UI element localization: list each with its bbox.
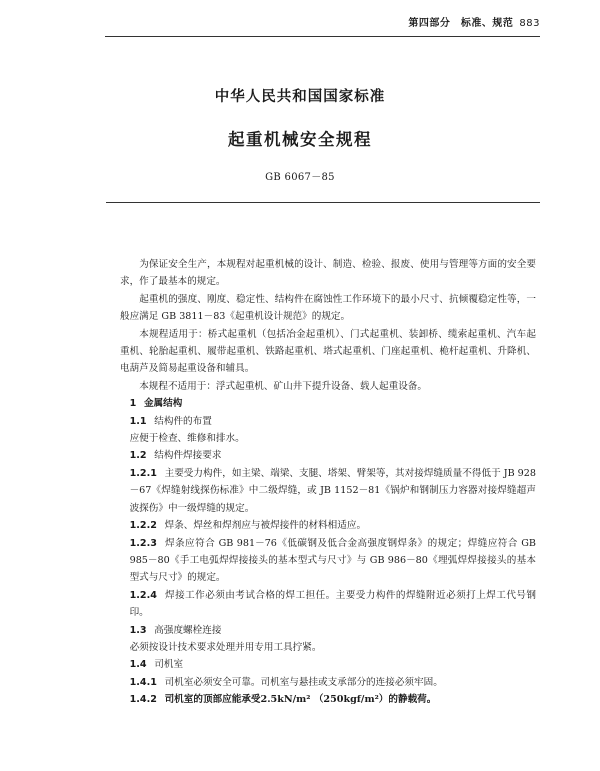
clause-number: 1.4.2 (129, 694, 157, 706)
clause-text: 焊条、焊丝和焊剂应与被焊接件的材料相适应。 (164, 520, 367, 532)
clause-1-4-2 (120, 691, 536, 708)
page-number: 883 (519, 18, 540, 29)
section-title: 高强度螺栓连接 (154, 624, 222, 636)
section-title: 结构件焊接要求 (154, 450, 222, 462)
title-block (0, 85, 600, 183)
title-divider (106, 202, 540, 203)
header-rule (105, 36, 540, 37)
clause-number: 1.2.3 (129, 537, 157, 549)
section-number: 1.4 (129, 659, 147, 671)
document-body (120, 256, 536, 709)
running-header (408, 14, 540, 29)
clause-text: 主要受力构件，如主梁、端梁、支腿、塔架、臂架等，其对接焊缝质量不得低于 JB 928－67《焊缝射线探伤标准》中二级焊缝，或 JB 1152－81《锅炉和钢制压力容器对接焊缝超声波探伤》中一级焊缝的规定。 (129, 467, 536, 514)
section-heading-1-3 (120, 622, 536, 639)
clause-1-2-4 (120, 587, 536, 622)
clause-number: 1.2.4 (129, 589, 157, 601)
section-body-1-3: 必须按设计技术要求处理并用专用工具拧紧。 (129, 641, 322, 653)
standard-number: GB 6067－85 (265, 172, 335, 183)
clause-number: 1.2.1 (129, 467, 157, 479)
section-heading-1-1 (120, 413, 536, 430)
section-number: 1 (129, 398, 137, 410)
preamble-paragraph: 本规程不适用于：浮式起重机、矿山井下提升设备、载人起重设备。 (139, 380, 427, 392)
section-heading-1 (120, 395, 536, 412)
section-title: 司机室 (154, 659, 184, 671)
document-main-title: 中华人民共和国国家标准 (214, 89, 386, 105)
clause-text: 司机室的顶部应能承受2.5kN/m² （250kgf/m²）的静载荷。 (164, 694, 437, 706)
clause-1-2-3 (120, 535, 536, 587)
section-title: 金属结构 (143, 398, 183, 410)
preamble-paragraph: 为保证安全生产，本规程对起重机械的设计、制造、检验、报废、使用与管理等方面的安全要求，作了最基本的规定。 (120, 259, 536, 288)
page-header (105, 14, 540, 34)
section-number: 1.3 (129, 624, 147, 636)
clause-number: 1.4.1 (129, 676, 157, 688)
clause-1-4-1 (120, 674, 536, 691)
section-number: 1.1 (129, 415, 147, 427)
clause-text: 司机室必须安全可靠。司机室与悬挂或支承部分的连接必须牢固。 (164, 676, 443, 688)
preamble-paragraph: 本规程适用于：桥式起重机（包括冶金起重机）、门式起重机、装卸桥、缆索起重机、汽车起重机、轮胎起重机、履带起重机、铁路起重机、塔式起重机、门座起重机、桅杆起重机、升降机、电葫芦及简易起重设备和辅具。 (120, 328, 536, 375)
section-heading-1-2 (120, 447, 536, 464)
clause-1-2-2 (120, 517, 536, 534)
section-title: 结构件的布置 (154, 415, 212, 427)
preamble-paragraph: 起重机的强度、刚度、稳定性、结构件在腐蚀性工作环境下的最小尺寸、抗倾覆稳定性等，一般应满足 GB 3811－83《起重机设计规范》的规定。 (120, 293, 536, 323)
clause-text: 焊接工作必须由考试合格的焊工担任。主要受力构件的焊缝附近必须打上焊工代号钢印。 (129, 589, 536, 619)
clause-1-2-1 (120, 465, 536, 517)
document-subtitle: 起重机械安全规程 (228, 130, 372, 149)
clause-number: 1.2.2 (129, 520, 157, 532)
section-body-1-1: 应便于检查、维修和排水。 (129, 433, 245, 445)
section-number: 1.2 (129, 450, 147, 462)
clause-text: 焊条应符合 GB 981－76《低碳钢及低合金高强度钢焊条》的规定；焊缝应符合 GB 985－80《手工电弧焊焊接接头的基本型式与尺寸》与 GB 986－80《埋弧焊焊接接头的基本型式与尺寸》的规定。 (129, 537, 536, 584)
header-section: 第四部分 标准、规范 (408, 18, 514, 29)
section-heading-1-4 (120, 656, 536, 673)
